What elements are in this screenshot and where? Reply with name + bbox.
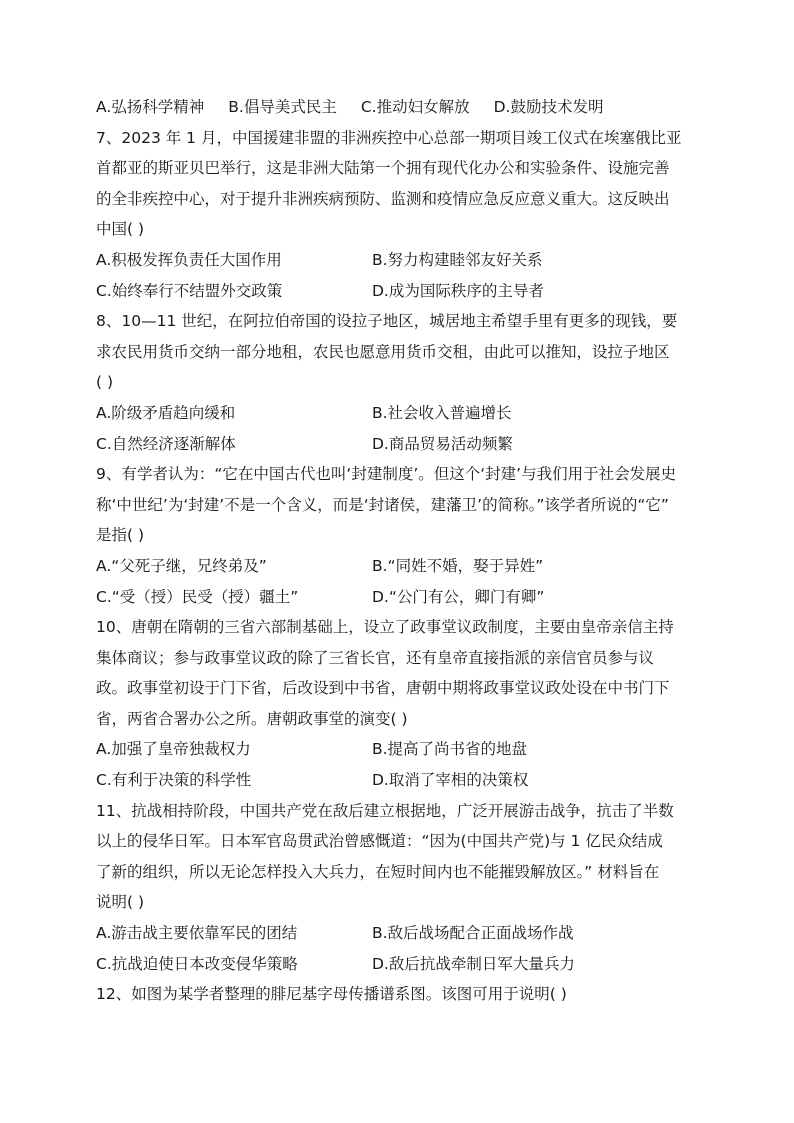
question-12 bbox=[96, 979, 702, 1010]
q11-option-b[interactable]: B.敌后战场配合正面战场作战 bbox=[372, 924, 574, 943]
q10-stem-line: 政。政事堂初设于门下省，后改设到中书省，唐朝中期将政事堂议政处设在中书门下 bbox=[96, 679, 670, 698]
q8-option-c[interactable]: C.自然经济逐渐解体 bbox=[96, 434, 236, 453]
q7-options-row bbox=[96, 245, 702, 276]
q7-option-c[interactable]: C.始终奉行不结盟外交政策 bbox=[96, 281, 283, 300]
q11-option-a[interactable]: A.游击战主要依靠军民的团结 bbox=[96, 924, 298, 943]
q7-option-b[interactable]: B.努力构建睦邻友好关系 bbox=[372, 250, 543, 269]
q11-stem-line: 说明( ) bbox=[96, 893, 145, 912]
q10-option-c[interactable]: C.有利于决策的科学性 bbox=[96, 771, 252, 790]
q8-stem-line: ( ) bbox=[96, 373, 114, 392]
q10-stem-line: 集体商议；参与政事堂议政的除了三省长官，还有皇帝直接指派的亲信官员参与议 bbox=[96, 648, 655, 667]
q7-stem-line: 首都亚的斯亚贝巴举行，这是非洲大陆第一个拥有现代化办公和实验条件、设施完善 bbox=[96, 159, 670, 178]
q8-options-row bbox=[96, 398, 702, 429]
question-8 bbox=[96, 306, 702, 459]
q11-options-row bbox=[96, 949, 702, 980]
q10-stem-line: 省，两省合署办公之所。唐朝政事堂的演变( ) bbox=[96, 709, 408, 728]
q10-options-row bbox=[96, 765, 702, 796]
q8-option-b[interactable]: B.社会收入普遍增长 bbox=[372, 403, 512, 422]
q9-options-row bbox=[96, 582, 702, 613]
question-10 bbox=[96, 612, 702, 796]
q10-stem-line: 10、唐朝在隋朝的三省六部制基础上，设立了政事堂议政制度，主要由皇帝亲信主持 bbox=[96, 618, 674, 637]
q7-options-row bbox=[96, 276, 702, 307]
q10-option-d[interactable]: D.取消了宰相的决策权 bbox=[372, 771, 529, 790]
q8-stem-line: 求农民用货币交纳一部分地租，农民也愿意用货币交租，由此可以推知，设拉子地区 bbox=[96, 342, 670, 361]
q11-option-c[interactable]: C.抗战迫使日本改变侵华策略 bbox=[96, 954, 298, 973]
q9-option-c[interactable]: C.“受（授）民受（授）疆土” bbox=[96, 587, 299, 606]
q9-stem-line: 9、有学者认为：“它在中国古代也叫‘封建制度’。但这个‘封建’与我们用于社会发展史 bbox=[96, 465, 677, 484]
q6-option-d[interactable]: D.鼓励技术发明 bbox=[493, 98, 604, 116]
q6-option-c[interactable]: C.推动妇女解放 bbox=[360, 98, 470, 116]
q7-stem-line: 中国( ) bbox=[96, 220, 145, 239]
q9-stem-line: 称‘中世纪’为‘封建’不是一个含义，而是‘封诸侯，建藩卫’的简称。”该学者所说的“它” bbox=[96, 495, 669, 514]
q9-option-a[interactable]: A.“父死子继，兄终弟及” bbox=[96, 556, 267, 575]
q8-option-d[interactable]: D.商品贸易活动频繁 bbox=[372, 434, 513, 453]
q8-option-a[interactable]: A.阶级矛盾趋向缓和 bbox=[96, 403, 236, 422]
q10-option-a[interactable]: A.加强了皇帝独裁权力 bbox=[96, 740, 251, 759]
q8-stem-line: 8、10—11 世纪，在阿拉伯帝国的设拉子地区，城居地主希望手里有更多的现钱，要 bbox=[96, 312, 678, 331]
q9-option-d[interactable]: D.“公门有公，卿门有卿” bbox=[372, 587, 545, 606]
q11-options-row bbox=[96, 918, 702, 949]
q11-option-d[interactable]: D.敌后抗战牵制日军大量兵力 bbox=[372, 954, 575, 973]
q11-stem-line: 11、抗战相持阶段，中国共产党在敌后建立根据地，广泛开展游击战争，抗击了半数 bbox=[96, 801, 674, 820]
q12-stem-line: 12、如图为某学者整理的腓尼基字母传播谱系图。该图可用于说明( ) bbox=[96, 985, 567, 1004]
q9-stem-line: 是指( ) bbox=[96, 526, 145, 545]
q11-stem-line: 以上的侵华日军。日本军官岛贯武治曾感慨道：“因为(中国共产党)与 1 亿民众结成 bbox=[96, 832, 663, 851]
question-7 bbox=[96, 123, 702, 307]
exam-page bbox=[96, 92, 702, 1010]
q6-option-a[interactable]: A.弘扬科学精神 bbox=[96, 98, 205, 116]
q6-option-b[interactable]: B.倡导美式民主 bbox=[228, 98, 337, 116]
q8-options-row bbox=[96, 429, 702, 460]
q10-option-b[interactable]: B.提高了尚书省的地盘 bbox=[372, 740, 528, 759]
question-11 bbox=[96, 796, 702, 980]
q7-stem-line: 的全非疾控中心，对于提升非洲疾病预防、监测和疫情应急反应意义重大。这反映出 bbox=[96, 189, 670, 208]
q9-option-b[interactable]: B.“同姓不婚，娶于异姓” bbox=[372, 556, 544, 575]
q10-options-row bbox=[96, 734, 702, 765]
q7-option-a[interactable]: A.积极发挥负责任大国作用 bbox=[96, 250, 282, 269]
q11-stem-line: 了新的组织，所以无论怎样投入大兵力，在短时间内也不能摧毁解放区。” 材料旨在 bbox=[96, 862, 660, 881]
question-9 bbox=[96, 459, 702, 612]
q9-options-row bbox=[96, 551, 702, 582]
q6-options bbox=[96, 92, 702, 123]
q7-option-d[interactable]: D.成为国际秩序的主导者 bbox=[372, 281, 544, 300]
q7-stem-line: 7、2023 年 1 月，中国援建非盟的非洲疾控中心总部一期项目竣工仪式在埃塞俄比亚 bbox=[96, 128, 682, 147]
